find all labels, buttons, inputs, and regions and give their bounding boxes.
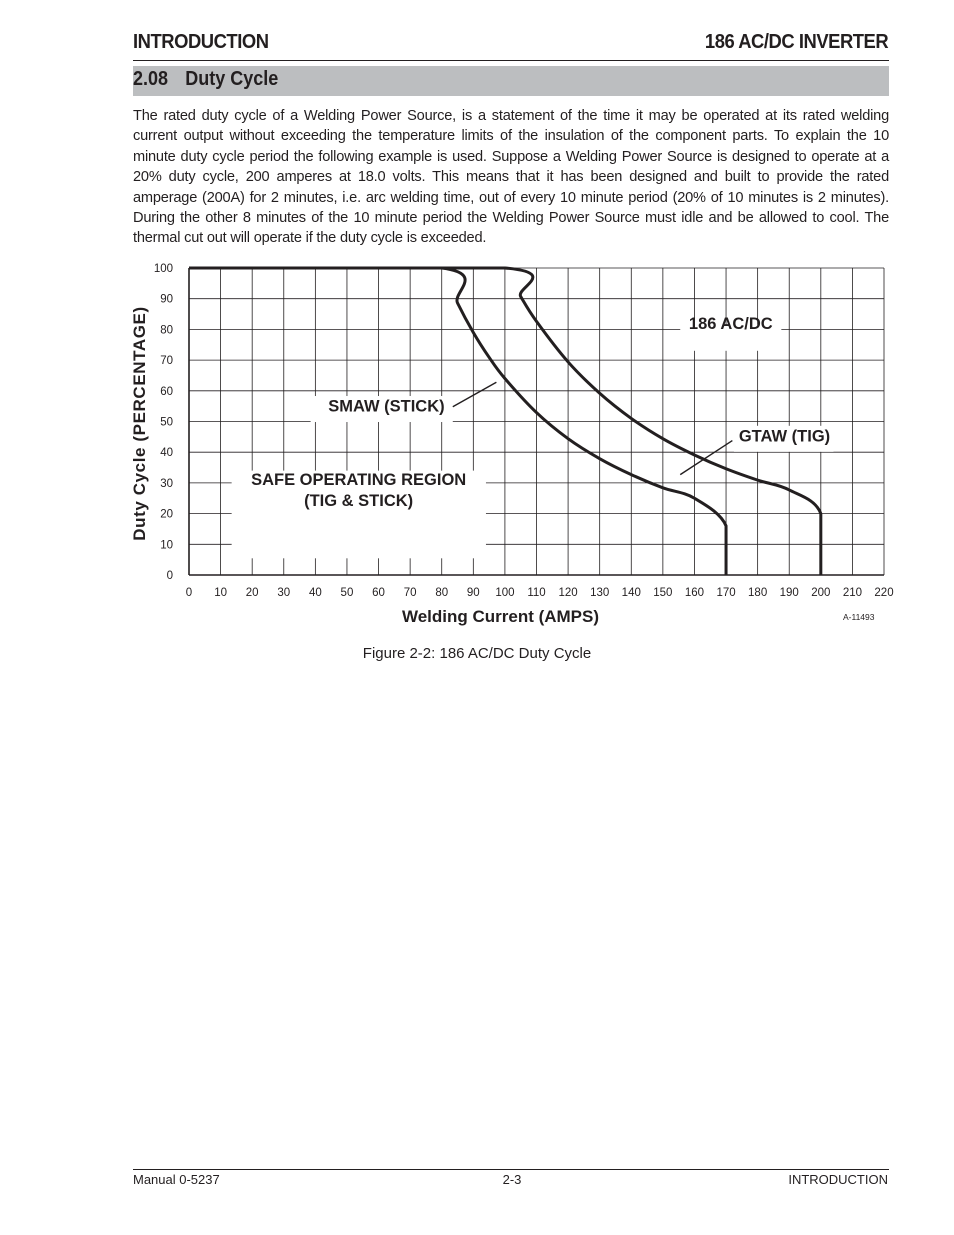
body-paragraph: The rated duty cycle of a Welding Power Source, is a statement of the time it may be operated at its rated welding current output without exceeding the temperature limits of the insulation of the component parts. To explain the 10 minute duty cycle period the following example is used. Suppose a Welding Power Source is designed to operate at a 20% duty cycle, 200 amperes at 18.0 volts. This means that it has been designed and built to provide the rated amperage (200A) for 2 minutes, i.e. arc welding time, out of every 10 minute period (20% of 10 minutes is 2 minutes). During the other 8 minutes of the 10 minute period the Welding Power Source must idle and be allowed to cool. The thermal cut out will operate if the duty cycle is exceeded. [133,108,889,247]
section-heading [133,68,278,91]
header-rule [133,60,889,61]
y-tick-label: 0 [166,570,173,582]
header-product-title: 186 AC/DC INVERTER [704,31,888,53]
gtaw-label: GTAW (TIG) [738,427,831,446]
x-tick-label: 120 [558,587,578,599]
x-tick-label: 80 [435,587,449,599]
x-tick-label: 170 [716,587,736,599]
x-tick-label: 190 [779,587,799,599]
x-tick-label: 160 [684,587,705,599]
x-tick-label: 50 [340,587,354,599]
y-tick-label: 20 [160,508,173,521]
y-tick-label: 100 [153,263,173,275]
x-tick-label: 150 [653,587,673,599]
smaw-leader-line [453,382,497,407]
footer-page-number: 2-3 [502,1172,522,1187]
footer-section-name: INTRODUCTION [788,1172,888,1187]
x-tick-label: 70 [403,587,417,599]
figure-code: A-11493 [842,612,875,622]
x-tick-label: 0 [185,587,193,599]
x-tick-label: 220 [874,587,894,599]
y-tick-label: 80 [160,324,173,337]
x-tick-label: 100 [495,587,515,599]
section-heading-bar [133,66,889,96]
x-tick-label: 10 [214,587,227,599]
section-title: Duty Cycle [185,68,279,90]
x-tick-label: 20 [245,587,259,599]
x-tick-label: 60 [372,587,385,599]
x-tick-label: 180 [748,587,768,599]
footer-rule [133,1169,889,1170]
duty-cycle-chart [120,255,910,640]
x-tick-label: 200 [811,587,831,599]
x-axis-title: Welding Current (AMPS) [401,607,600,626]
x-tick-label: 140 [621,587,641,599]
x-tick-label: 40 [308,587,322,599]
footer-manual-number: Manual 0-5237 [133,1172,220,1187]
y-tick-label: 60 [160,385,173,398]
x-tick-label: 30 [277,587,291,599]
x-tick-label: 210 [842,587,863,599]
y-tick-label: 40 [160,447,173,460]
y-tick-label: 10 [160,539,173,552]
smaw-label: SMAW (STICK) [328,397,445,416]
y-tick-label: 70 [160,355,173,368]
y-tick-label: 90 [160,293,173,306]
figure-caption: Figure 2-2: 186 AC/DC Duty Cycle [362,645,592,662]
x-tick-label: 90 [466,587,480,599]
y-axis-title: Duty Cycle (PERCENTAGE) [130,306,149,541]
model-label: 186 AC/DC [688,314,773,333]
y-tick-label: 30 [160,477,173,490]
section-number: 2.08 [133,68,169,90]
x-tick-label: 130 [590,587,610,599]
region-label-line1: SAFE OPERATING REGION [251,471,467,490]
header-section-title: INTRODUCTION [133,31,269,53]
x-tick-label: 110 [527,587,546,599]
region-label-line2: (TIG & STICK) [304,492,414,511]
y-tick-label: 50 [160,416,173,429]
